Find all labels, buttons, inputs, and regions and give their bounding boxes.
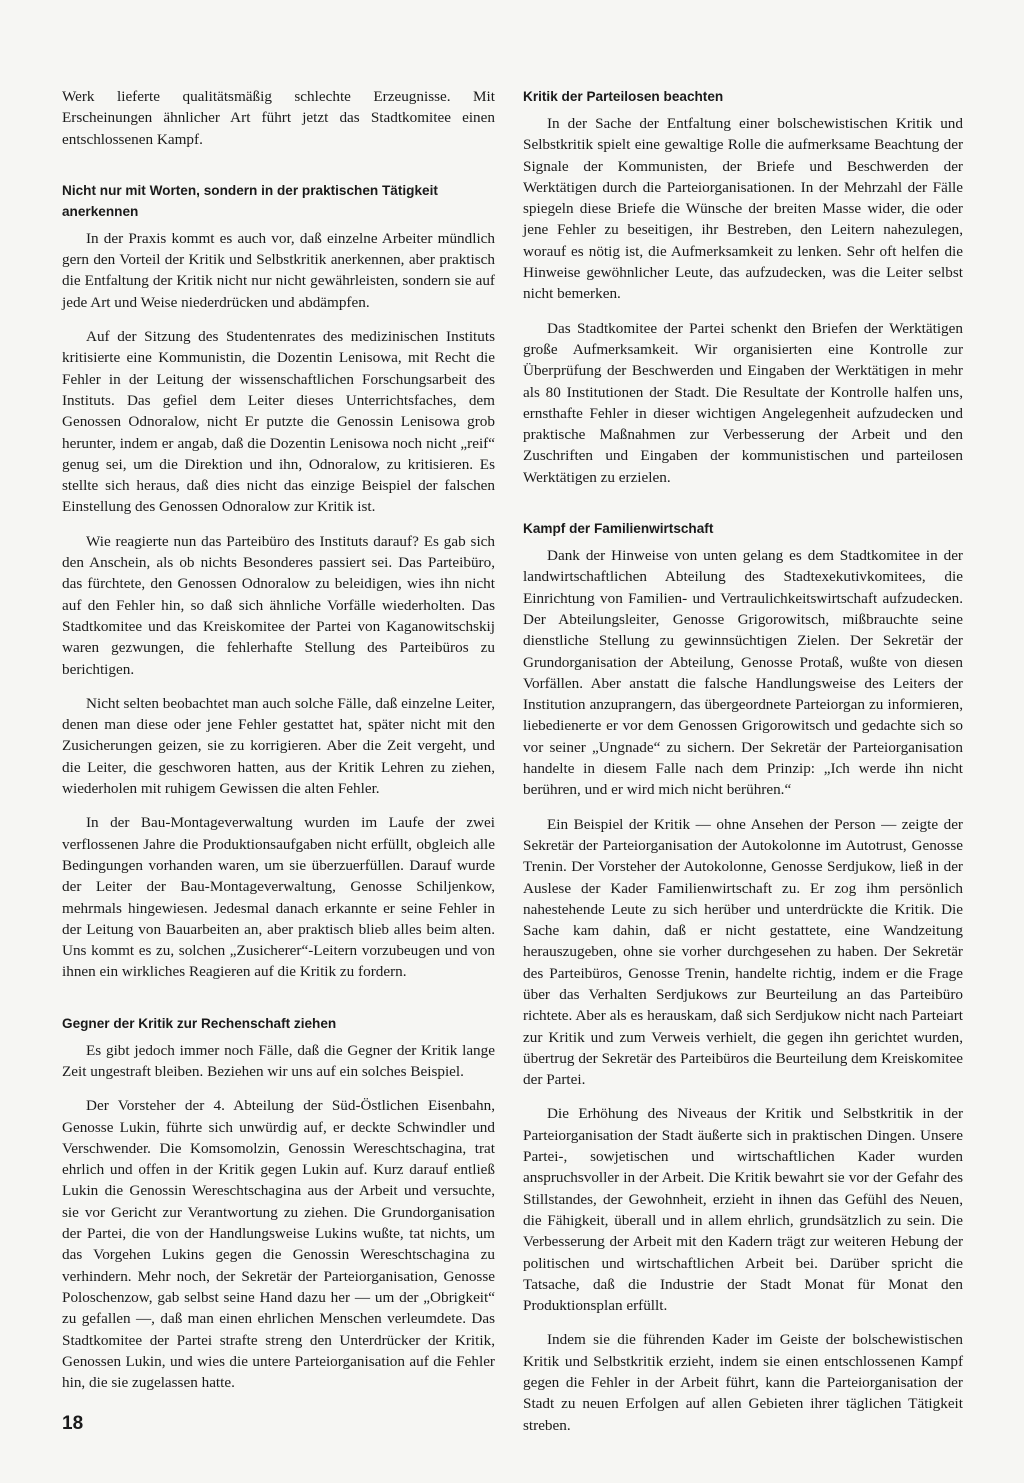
body-paragraph: Wie reagierte nun das Parteibüro des Instituts darauf? Es gab sich den Anschein, als ob nichts Besonderes passiert sei. Das Parteibüro, das fürchtete, den Genossen Odnoralow zu beleidigen, wies ihn nicht auf den Fehler hin, so daß sich ähnliche Vorfälle wiederholten. Das Stadtkomitee und das Kreiskomitee der Partei von Kaganowitschskij waren gezwungen, die fehlerhafte Stellung des Parteibüros zu berichtigen. — [62, 532, 495, 678]
right-column — [523, 86, 963, 1449]
body-paragraph: In der Praxis kommt es auch vor, daß einzelne Arbeiter mündlich gern den Vorteil der Kritik und Selbstkritik anerkennen, aber praktisch die Entfaltung der Kritik nicht nur nicht gewährleisten, sondern sie auf jede Art und Weise niederdrücken und abdämpfen. — [62, 229, 495, 311]
body-paragraph: Auf der Sitzung des Studentenrates des medizinischen Instituts kritisierte eine Kommunistin, die Dozentin Lenisowa, mit Recht die Fehler in der Leitung der wissenschaftlichen Forschungsarbeit des Instituts. Das gefiel dem Leiter dieses Unterrichtsfaches, dem Genossen Odnoralow, nicht Er putzte die Genossin Lenisowa grob herunter, indem er angab, daß die Dozentin Lenisowa noch nicht „reif“ genug sei, um die Direktion und ihn, Odnoralow, zu kritisieren. Es stellte sich heraus, daß dies nicht das einzige Beispiel der falschen Einstellung des Genossen Odnoralow zur Kritik ist. — [62, 328, 495, 516]
section-heading-practical-recognition: Nicht nur mit Worten, sondern in der praktischen Tätigkeit anerkennen — [62, 182, 438, 219]
body-paragraph: Es gibt jedoch immer noch Fälle, daß die Gegner der Kritik lange Zeit ungestraft bleiben. Beziehen wir uns auf ein solches Beispiel. — [62, 1041, 495, 1080]
body-paragraph: In der Bau-Montageverwaltung wurden im Laufe der zwei verflossenen Jahre die Produktionsaufgaben nicht erfüllt, obgleich alle Bedingungen vorhanden waren, um sie überzuerfüllen. Darauf wurde der Leiter der Bau-Montageverwaltung, Genosse Schiljenkow, mehrmals hingewiesen. Jedesmal danach erkannte er seine Fehler in der Leitung von Bauarbeiten an, aber praktisch blieb alles beim alten. Uns kommt es zu, solchen „Zusicherer“-Leitern vorzubeugen und von ihnen ein wirkliches Reagieren auf die Kritik zu fordern. — [62, 814, 495, 981]
left-column — [62, 86, 495, 1406]
body-paragraph: Die Erhöhung des Niveaus der Kritik und Selbstkritik in der Parteiorganisation der Stadt äußerte sich in praktischen Dingen. Unsere Partei-, sowjetischen und wirtschaftlichen Kader wurden anspruchsvoller in der Arbeit. Die Kritik bewahrt sie vor der Gefahr des Stillstandes, der Gewohnheit, erzieht in ihnen das Gefühl des Neuen, die Fähigkeit, überall und in allem ehrlich, grundsätzlich zu sein. Die Verbesserung der Arbeit mit den Kadern trägt zur weiteren Hebung der politischen und wirtschaftlichen Arbeit bei. Darüber spricht die Tatsache, daß die Industrie der Stadt Monat für Monat den Produktionsplan erfüllt. — [523, 1105, 963, 1315]
section-heading-opponents-of-criticism: Gegner der Kritik zur Rechenschaft ziehen — [62, 1015, 337, 1031]
body-paragraph: Dank der Hinweise von unten gelang es dem Stadtkomitee in der landwirtschaftlichen Abteilung des Stadtexekutivkomitees, die Einrichtung von Familien- und Vertraulichkeitswirtschaft aufzudecken. Der Abteilungsleiter, Genosse Grigorowitsch, mißbrauchte seine dienstliche Stellung zu gewinnsüchtigen Zielen. Der Sekretär der Grundorganisation der Abteilung, Genosse Protaß, wußte von diesen Vorfällen. Aber anstatt die falsche Handlungsweise des Leiters der Institution anzuprangern, das übergeordnete Parteiorgan zu informieren, liebedienerte er vor dem Genossen Grigorowitsch und gedachte sich so vor seiner „Ungnade“ zu sichern. Der Sekretär der Parteiorganisation handelte in diesem Falle nach dem Prinzip: „Ich werde ihn nicht berühren, und er wird mich nicht berühren.“ — [523, 547, 963, 799]
body-paragraph: Das Stadtkomitee der Partei schenkt den Briefen der Werktätigen große Aufmerksamkeit. Wir organisierten eine Kontrolle zur Überprüfung der Beschwerden und Eingaben der Werktätigen in mehr als 80 Institutionen der Stadt. Die Resultate der Kontrolle halfen uns, ernsthafte Fehler in dieser wichtigen Angelegenheit aufzudecken und praktische Maßnahmen zur Verbesserung der Arbeit und den Zuschriften und Eingaben der kommunistischen und parteilosen Werktätigen zu erzielen. — [523, 319, 963, 486]
body-paragraph: Der Vorsteher der 4. Abteilung der Süd-Östlichen Eisenbahn, Genosse Lukin, führte sich unwürdig auf, er deckte Schwindler und Verschwender. Die Komsomolzin, Genossin Wereschtschagina, trat ehrlich und offen in der Kritik gegen Lukin auf. Kurz darauf entließ Lukin die Genossin Wereschtschagina aus der Arbeit und versuchte, sie vor Gericht zur Verantwortung zu ziehen. Die Grundorganisation der Partei, die von der Handlungsweise Lukins wußte, tat nichts, um das Vorgehen Lukins gegen die Genossin Wereschtschagina zu verhindern. Mehr noch, der Sekretär der Parteiorganisation, Genosse Poloschenzow, gab selbst seine Hand dazu her — um der „Obrigkeit“ zu gefallen —, daß man einen ehrlichen Menschen verleumdete. Das Stadtkomitee der Partei strafte streng den Unterdrücker der Kritik, Genossen Lukin, und wies die untere Parteiorganisation auf die Fehler hin, die sie zugelassen hatte. — [62, 1097, 495, 1392]
intro-paragraph: Werk lieferte qualitätsmäßig schlechte Erzeugnisse. Mit Erscheinungen ähnlicher Art führt jetzt das Stadtkomitee einen entschlossenen Kampf. — [62, 88, 495, 148]
section-heading-criticism-of-nonparty: Kritik der Parteilosen beachten — [523, 89, 724, 104]
body-paragraph: Ein Beispiel der Kritik — ohne Ansehen der Person — zeigte der Sekretär der Parteiorganisation der Autokolonne im Autotrust, Genosse Trenin. Der Vorsteher der Autokolonne, Genosse Serdjukow, ließ in der Auslese der Kader Familienwirtschaft zu. Er zog ihm persönlich nahestehende Leute zu sich herüber und unterdrückte die Kritik. Die Sache kam dahin, daß er nicht gestattete, eine Wandzeitung herauszugeben, ohne sie vorher durchgesehen zu haben. Der Sekretär des Parteibüros, Genosse Trenin, handelte richtig, indem er die Frage über das Verhalten Serdjukows zur Beurteilung an das Parteibüro richtete. Aber als es herauskam, daß sich Serdjukow nicht nach Parteiart zur Kritik und zum Verweis verhielt, die gegen ihn gerichtet wurden, übertrug der Sekretär des Parteibüros die Beurteilung dem Kreiskomitee der Partei. — [523, 815, 963, 1089]
page-number: 18 — [62, 1413, 84, 1434]
section-heading-family-economy: Kampf der Familienwirtschaft — [523, 521, 714, 537]
body-paragraph: Indem sie die führenden Kader im Geiste der bolschewistischen Kritik und Selbstkritik erzieht, indem sie einen entschlossenen Kampf gegen die Fehler in der Arbeit führt, kann die Parteiorganisation der Stadt zu neuen Erfolgen auf allen Gebieten ihrer täglichen Tätigkeit streben. — [523, 1331, 963, 1434]
body-paragraph: In der Sache der Entfaltung einer bolschewistischen Kritik und Selbstkritik spielt eine gewaltige Rolle die aufmerksame Beachtung der Signale der Kommunisten, der Briefe und Beschwerden der Werktätigen durch die Parteiorganisationen. In der Mehrzahl der Fälle spiegeln diese Briefe die Wünsche der breiten Masse wider, die oder jene Fehler zu beseitigen, ihr Bestreben, den Leitern nahezulegen, worauf es nötig ist, die Aufmerksamkeit zu lenken. Sehr oft helfen die Hinweise gewöhnlicher Leute, das aufzudecken, was die Leiter selbst nicht bemerken. — [523, 115, 963, 303]
body-paragraph: Nicht selten beobachtet man auch solche Fälle, daß einzelne Leiter, denen man diese oder jene Fehler gestattet hat, später nicht mit den Zusicherungen geizen, sie zu korrigieren. Aber die Zeit vergeht, und die Leiter, die geschworen hatten, aus der Kritik Lehren zu ziehen, wiederholen mit ruhigem Gewissen die alten Fehler. — [62, 694, 495, 798]
